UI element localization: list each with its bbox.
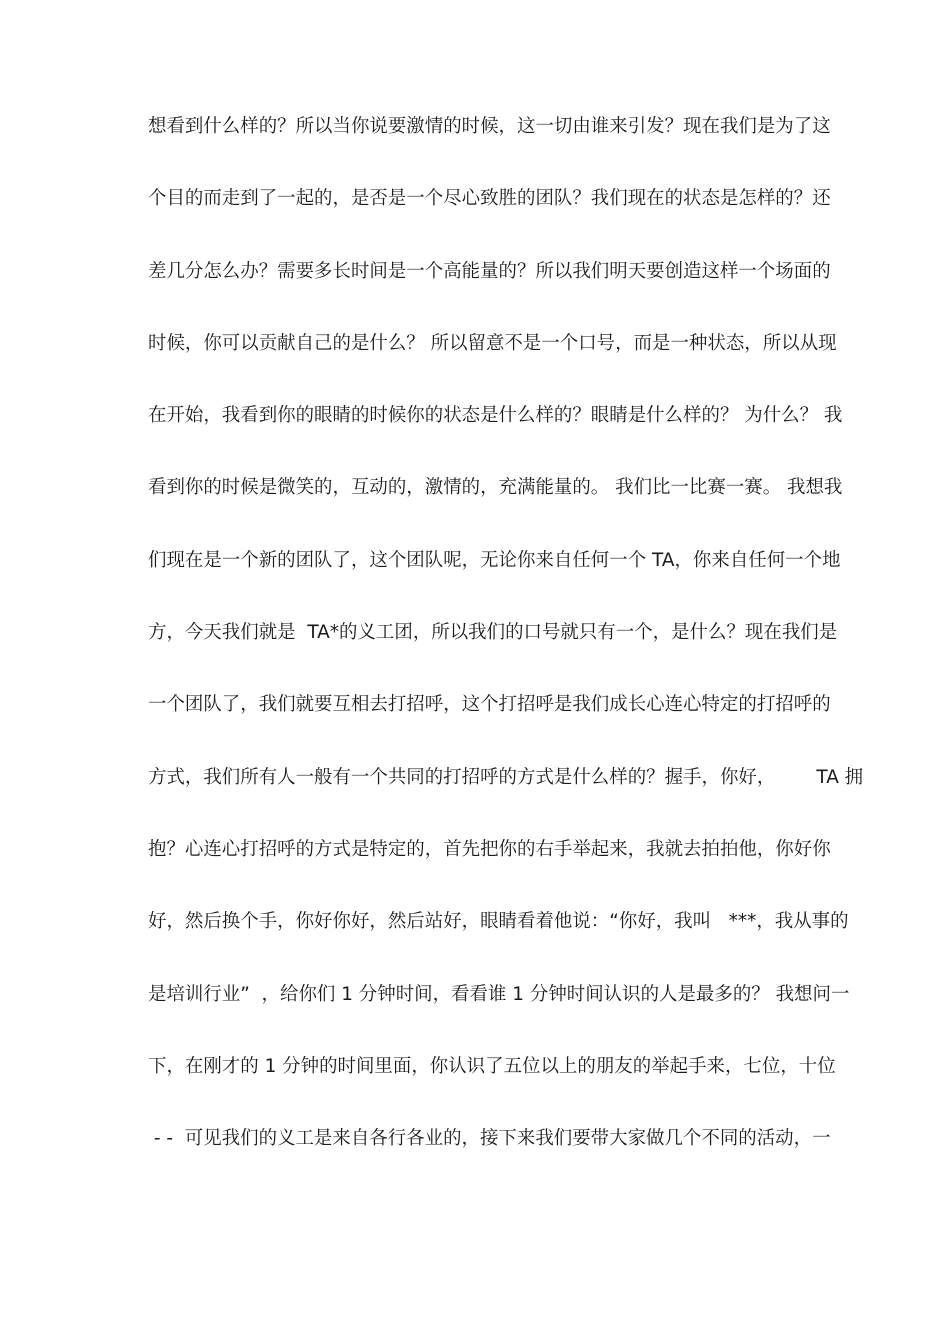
text-line: - - 可见我们的义工是来自各行各业的，接下来我们要带大家做几个不同的活动，一 [148, 1128, 831, 1150]
body-text [148, 108, 878, 1192]
text-line: 看到你的时候是微笑的，互动的，激情的，充满能量的。 我们比一比赛一赛。 我想我 [148, 477, 843, 499]
text-line: 们现在是一个新的团队了，这个团队呢，无论你来自任何一个 TA，你来自任何一个地 [148, 549, 841, 571]
text-line: 时候，你可以贡献自己的是什么？ 所以留意不是一个口号，而是一种状态，所以从现 [148, 332, 837, 354]
text-line: 是培训行业” ，给你们 1 分钟时间，看看谁 1 分钟时间认识的人是最多的？ 我想问一 [148, 983, 850, 1005]
text-line: 下，在刚才的 1 分钟的时间里面，你认识了五位以上的朋友的举起手来，七位，十位 [148, 1055, 836, 1077]
text-line: 想看到什么样的？所以当你说要激情的时候，这一切由谁来引发？现在我们是为了这 [148, 116, 831, 137]
text-line: 个目的而走到了一起的，是否是一个尽心致胜的团队？我们现在的状态是怎样的？还 [148, 188, 831, 210]
text-line: 好，然后换个手，你好你好，然后站好，眼睛看着他说：“你好，我叫 ***，我从事的 [148, 911, 849, 933]
text-line: 在开始，我看到你的眼睛的时候你的状态是什么样的？眼睛是什么样的？ 为什么？ 我 [148, 405, 843, 427]
text-line: 一个团队了，我们就要互相去打招呼，这个打招呼是我们成长心连心特定的打招呼的 [148, 694, 831, 716]
text-line: 差几分怎么办？需要多长时间是一个高能量的？所以我们明天要创造这样一个场面的 [148, 260, 831, 282]
text-line: 方，今天我们就是 TA*的义工团，所以我们的口号就只有一个，是什么？现在我们是 [148, 622, 838, 644]
text-line: 抱？心连心打招呼的方式是特定的，首先把你的右手举起来，我就去拍拍他，你好你 [148, 838, 831, 860]
text-line: 方式，我们所有人一般有一个共同的打招呼的方式是什么样的？握手，你好， TA 拥 [148, 766, 864, 788]
